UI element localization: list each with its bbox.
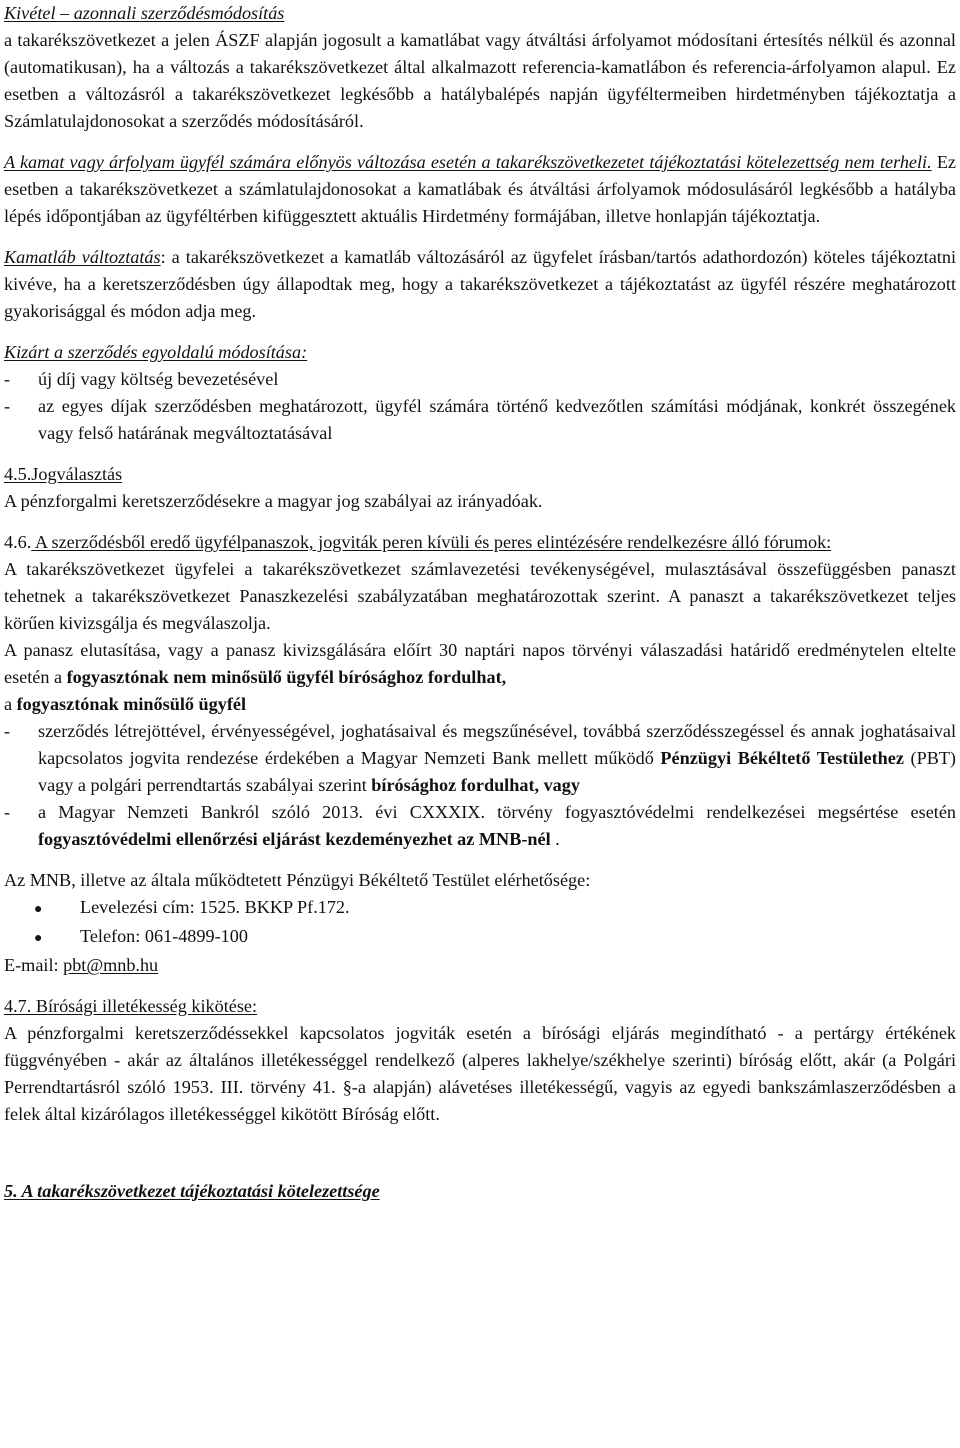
section-heading-complaints: 4.6. A szerződésből eredő ügyfélpanaszok, jogviták peren kívüli és peres elintézésére rendelkezésre álló fórumok:: [4, 532, 832, 552]
document-page: [4, 0, 956, 1205]
dash-marker: -: [4, 802, 11, 822]
section-heading-excluded: Kizárt a szerződés egyoldalú módosítása:: [4, 342, 308, 362]
italic-favorable-change: A kamat vagy árfolyam ügyfél számára előnyös változása esetén a takarékszövetkezetet tájékoztatási kötelezettség nem terheli.: [4, 152, 932, 172]
contact-email-line: E-mail: pbt@mnb.hu: [4, 955, 159, 975]
section-heading-law: 4.5.Jogválasztás: [4, 464, 123, 484]
paragraph-exception: a takarékszövetkezet a jelen ÁSZF alapján jogosult a kamatlábat vagy átváltási árfolyamot módosítani értesítés nélkül és azonnal (automatikusan), ha a változás a takarékszövetkezet által alkalmazott referencia-kamatlábon és referencia-árfolyamon alapul. Ez esetben a változásról a takarékszövetkezet legkésőbb a hatálybalépés napján ügyféltermeiben hirdetményben tájékoztatja a Számlatulajdonosokat a szerződés módosításáról.: [4, 30, 956, 131]
label-interest-change: Kamatláb változtatás: [4, 247, 161, 267]
list-item: [4, 894, 956, 923]
paragraph-law: A pénzforgalmi keretszerződésekre a magyar jog szabályai az irányadóak.: [4, 491, 543, 511]
contact-phone: Telefon: 061-4899-100: [80, 926, 248, 946]
paragraph-consumer: a fogyasztónak minősülő ügyfél: [4, 694, 247, 714]
list-item: [4, 923, 956, 952]
paragraph-interest-change: Kamatláb változtatás: a takarékszövetkezet a kamatláb változásáról az ügyfelet írásban/tartós adathordozón) köteles tájékoztatni kivéve, ha a keretszerződésben úgy állapodtak meg, hogy a takarékszövetkezet a tájékoztatást az ügyfél részére meghatározott gyakorisággal és módon adja meg.: [4, 247, 957, 321]
section-heading-jurisdiction: 4.7. Bírósági illetékesség kikötése:: [4, 996, 258, 1016]
section-heading-exception: Kivétel – azonnali szerződésmódosítás: [4, 3, 285, 23]
paragraph-complaints: A takarékszövetkezet ügyfelei a takarékszövetkezet számlavezetési tevékenységével, mulasztásával összefüggésben panaszt tehetnek a takarékszövetkezet Panaszkezelési szabályzatában meghatározottak szerint. A panaszt a takarékszövetkezet teljes körűen kivizsgálja és megválaszolja.: [4, 559, 956, 633]
bullet-icon: ●: [34, 931, 43, 946]
bullet-icon: ●: [34, 902, 43, 917]
dash-marker: -: [4, 369, 11, 389]
dash-marker: -: [4, 396, 11, 416]
contact-address: Levelezési cím: 1525. BKKP Pf.172.: [80, 897, 350, 917]
list-item: - új díj vagy költség bevezetésével: [4, 366, 956, 393]
list-item: - szerződés létrejöttével, érvényességével, joghatásaival és megszűnésével, továbbá szerződésszegéssel és annak joghatásaival kapcsolatos jogvita rendezése érdekében a Magyar Nemzeti Bank mellett működő Pénzügyi Békéltető Testülethez (PBT) vagy a polgári perrendtartás szabályai szerint bírósághoz fordulhat, vagy: [4, 718, 956, 799]
paragraph-favorable-change: A kamat vagy árfolyam ügyfél számára előnyös változása esetén a takarékszövetkezetet tájékoztatási kötelezettség nem terheli. Ez esetben a takarékszövetkezet a számlatulajdonosokat a kamatlábak és átváltási árfolyamok módosulásáról legkésőbb a hatályba lépés időpontjában az ügyféltérben kifüggesztett aktuális Hirdetmény formájában, illetve honlapján tájékoztatja.: [4, 152, 956, 226]
section-heading-info-obligation: 5. A takarékszövetkezet tájékoztatási kötelezettsége: [4, 1181, 380, 1201]
paragraph-contact-intro: Az MNB, illetve az általa működtetett Pénzügyi Békéltető Testület elérhetősége:: [4, 870, 591, 890]
list-item: - a Magyar Nemzeti Bankról szóló 2013. évi CXXXIX. törvény fogyasztóvédelmi rendelkezései megsértése esetén fogyasztóvédelmi ellenőrzési eljárást kezdeményezhet az MNB-nél .: [4, 799, 956, 853]
dash-marker: -: [4, 721, 11, 741]
email-link[interactable]: pbt@mnb.hu: [63, 955, 159, 975]
paragraph-jurisdiction: A pénzforgalmi keretszerződéssekkel kapcsolatos jogviták esetén a bírósági eljárás megindítható - a pertárgy értékének függvényében - akár az általános illetékességgel rendelkező (alperes lakhelye/székhelye szerinti) bíróság előtt, akár (a Polgári Perrendtartásról szóló 1953. III. törvény 41. §-a alapján) alávetéses illetékességű, vagyis az egyedi bankszámlaszerződésben a felek által kizárólagos illetékességgel kikötött Bíróság előtt.: [4, 1023, 956, 1124]
paragraph-rejection: A panasz elutasítása, vagy a panasz kivizsgálására előírt 30 naptári napos törvényi válaszadási határidő eredménytelen eltelte esetén a fogyasztónak nem minősülő ügyfél bírósághoz fordulhat,: [4, 640, 956, 687]
list-item: - az egyes díjak szerződésben meghatározott, ügyfél számára történő kedvezőtlen számítási módjának, konkrét összegének vagy felső határának megváltoztatásával: [4, 393, 956, 447]
